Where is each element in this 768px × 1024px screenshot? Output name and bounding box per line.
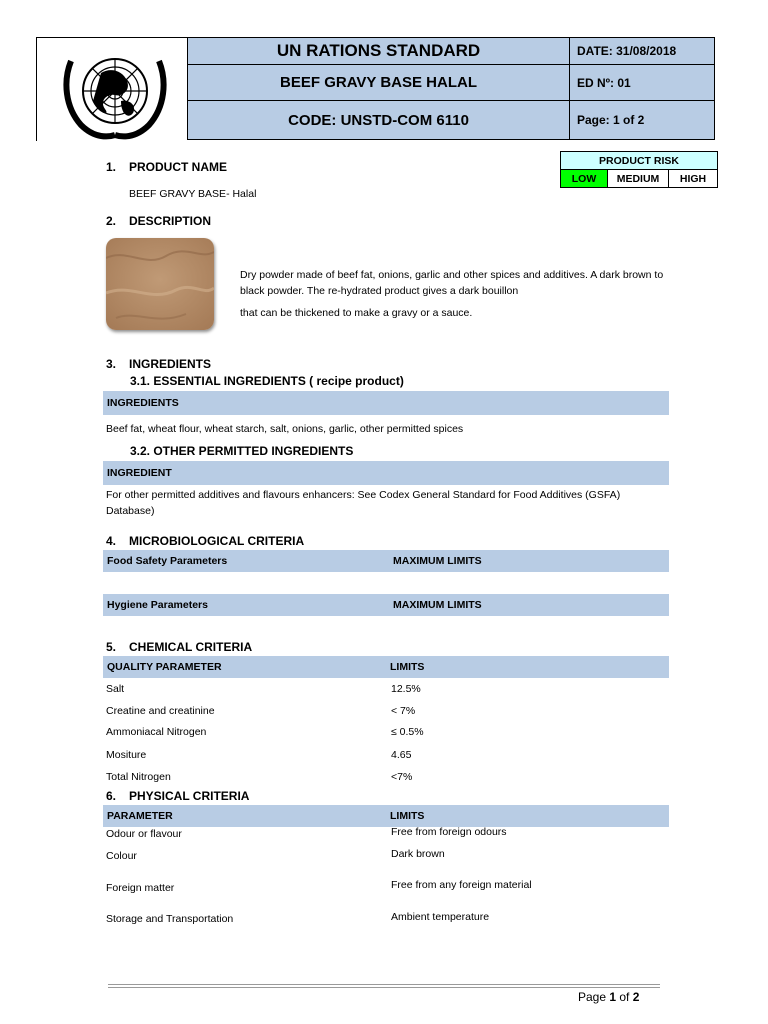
ingredients-header-bar <box>103 391 669 415</box>
footer-rule <box>108 984 660 985</box>
un-logo-cell <box>36 37 188 141</box>
subsection-essential-ingredients: 3.1. ESSENTIAL INGREDIENTS ( recipe product) <box>130 374 404 388</box>
gravy-powder-image <box>106 238 214 330</box>
phys-row-name: Foreign matter <box>106 882 175 894</box>
risk-low: LOW <box>561 170 608 188</box>
doc-date: DATE: 31/08/2018 <box>569 37 715 65</box>
limits-header: LIMITS <box>390 661 425 673</box>
section-title: DESCRIPTION <box>129 214 212 228</box>
phys-row-name: Storage and Transportation <box>106 913 234 925</box>
phys-row-value: Free from foreign odours <box>391 826 507 838</box>
chem-row-name: Salt <box>106 683 125 695</box>
chem-row-name: Mositure <box>106 749 147 761</box>
food-safety-limit: MAXIMUM LIMITS <box>393 555 482 567</box>
ingredient-header-bar <box>103 461 669 485</box>
product-name: BEEF GRAVY BASE- Halal <box>129 188 257 200</box>
section-description: 2. DESCRIPTION <box>106 214 212 228</box>
phys-row-value: Dark brown <box>391 848 445 860</box>
limits-header: LIMITS <box>390 810 425 822</box>
subsection-other-ingredients: 3.2. OTHER PERMITTED INGREDIENTS <box>130 444 354 458</box>
doc-code: CODE: UNSTD-COM 6110 <box>187 100 570 140</box>
product-photo <box>106 238 214 330</box>
ingredient-header: INGREDIENT <box>107 467 172 479</box>
phys-row-value: Ambient temperature <box>391 911 490 923</box>
chem-row-name: Ammoniacal Nitrogen <box>106 726 207 738</box>
doc-edition: ED Nº: 01 <box>569 64 715 101</box>
risk-title: PRODUCT RISK <box>561 152 718 170</box>
footer-page-number: Page 1 of 2 <box>578 990 640 1004</box>
doc-title: UN RATIONS STANDARD <box>187 37 570 65</box>
food-safety-bar <box>103 550 669 572</box>
section-title: MICROBIOLOGICAL CRITERIA <box>129 534 305 548</box>
phys-row-name: Odour or flavour <box>106 828 182 840</box>
section-title: PRODUCT NAME <box>129 160 227 174</box>
product-risk-table <box>560 151 718 188</box>
chem-row-value: < 7% <box>391 705 416 717</box>
phys-row-name: Colour <box>106 850 137 862</box>
doc-subtitle: BEEF GRAVY BASE HALAL <box>187 64 570 101</box>
footer-rule <box>108 987 660 988</box>
description-text-1: Dry powder made of beef fat, onions, garlic and other spices and additives. A dark brown to black powder. The re-hydrated product gives a dark bouillon <box>240 269 664 297</box>
risk-high: HIGH <box>669 170 718 188</box>
section-physical: 6. PHYSICAL CRITERIA <box>106 789 250 803</box>
section-title: PHYSICAL CRITERIA <box>129 789 250 803</box>
section-title: CHEMICAL CRITERIA <box>129 640 253 654</box>
other-ingredients-text: For other permitted additives and flavours enhancers: See Codex General Standard for Food Additives (GSFA) Database) <box>106 489 621 517</box>
ingredients-list: Beef fat, wheat flour, wheat starch, salt, onions, garlic, other permitted spices <box>106 423 464 435</box>
section-ingredients: 3. INGREDIENTS <box>106 357 212 371</box>
chem-row-name: Total Nitrogen <box>106 771 171 783</box>
chemical-header-bar <box>103 656 669 678</box>
quality-parameter-header: QUALITY PARAMETER <box>107 661 222 673</box>
hygiene-bar <box>103 594 669 616</box>
ingredients-header: INGREDIENTS <box>107 397 179 409</box>
phys-row-value: Free from any foreign material <box>391 879 532 891</box>
parameter-header: PARAMETER <box>107 810 173 822</box>
food-safety-label: Food Safety Parameters <box>107 555 228 567</box>
chem-row-value: 12.5% <box>391 683 421 695</box>
chem-row-value: ≤ 0.5% <box>391 726 424 738</box>
chem-row-value: 4.65 <box>391 749 412 761</box>
section-product-name: 1. PRODUCT NAME <box>106 160 227 174</box>
hygiene-limit: MAXIMUM LIMITS <box>393 599 482 611</box>
description-text-2: that can be thickened to make a gravy or a sauce. <box>240 307 473 319</box>
doc-page: Page: 1 of 2 <box>569 100 715 140</box>
un-emblem-icon <box>37 38 188 141</box>
chem-row-value: <7% <box>391 771 413 783</box>
physical-header-bar <box>103 805 669 827</box>
section-chemical: 5. CHEMICAL CRITERIA <box>106 640 253 654</box>
hygiene-label: Hygiene Parameters <box>107 599 208 611</box>
section-microbiological: 4. MICROBIOLOGICAL CRITERIA <box>106 534 305 548</box>
risk-medium: MEDIUM <box>608 170 669 188</box>
section-title: INGREDIENTS <box>129 357 212 371</box>
chem-row-name: Creatine and creatinine <box>106 705 215 717</box>
